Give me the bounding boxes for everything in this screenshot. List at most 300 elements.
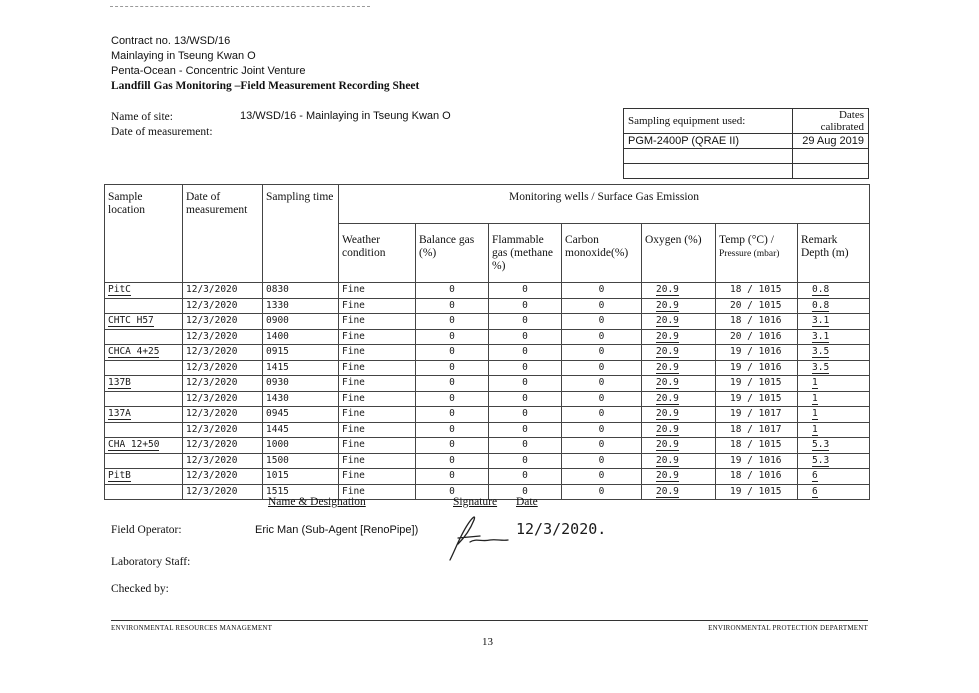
balance-gas-cell	[416, 453, 489, 469]
weather-value: Fine	[342, 392, 365, 404]
weather-value: Fine	[342, 439, 365, 451]
carbon-monoxide-cell	[562, 329, 642, 345]
temp-pressure-cell	[716, 407, 798, 423]
temp-value: 20	[730, 299, 742, 311]
temp-pressure-cell	[716, 329, 798, 345]
oxygen-cell	[642, 360, 716, 376]
table-row	[105, 422, 870, 438]
pressure-value: 1015	[758, 392, 782, 404]
oxygen-value: 20.9	[656, 361, 679, 373]
temp-pressure-separator: /	[741, 470, 759, 482]
sample-location-cell	[105, 438, 183, 454]
weather-cell	[339, 453, 416, 469]
flammable-gas-cell	[489, 391, 562, 407]
date-cell	[183, 329, 263, 345]
carbon-monoxide-value: 0	[598, 408, 605, 420]
oxygen-cell	[642, 345, 716, 361]
temp-pressure-cell	[716, 484, 798, 500]
table-row	[105, 391, 870, 407]
weather-cell	[339, 298, 416, 314]
sample-location-cell	[105, 484, 183, 500]
time-value: 1015	[266, 470, 289, 482]
header-oxygen: Oxygen (%)	[642, 224, 716, 283]
footer-left: ENVIRONMENTAL RESOURCES MANAGEMENT	[111, 624, 273, 632]
time-value: 0830	[266, 284, 289, 296]
table-row	[105, 345, 870, 361]
footer-rule	[111, 620, 868, 621]
measurement-date-label: Date of measurement:	[111, 126, 213, 138]
carbon-monoxide-value: 0	[598, 423, 605, 435]
depth-cell	[798, 314, 870, 330]
depth-value: 6	[812, 470, 818, 482]
flammable-gas-value: 0	[522, 377, 528, 389]
temp-value: 18	[730, 439, 742, 451]
oxygen-cell	[642, 283, 716, 299]
checked-by-label: Checked by:	[111, 583, 169, 595]
balance-gas-cell	[416, 438, 489, 454]
table-row	[105, 453, 870, 469]
time-cell	[263, 360, 339, 376]
carbon-monoxide-cell	[562, 298, 642, 314]
flammable-gas-value: 0	[522, 330, 528, 342]
date-value: 12/3/2020	[186, 361, 238, 373]
depth-value: 1	[812, 392, 818, 404]
pressure-value: 1015	[758, 299, 782, 311]
sample-location-cell	[105, 314, 183, 330]
weather-value: Fine	[342, 361, 365, 373]
measurement-table	[104, 184, 870, 500]
balance-gas-value: 0	[449, 361, 455, 373]
temp-pressure-separator: /	[741, 330, 759, 342]
depth-cell	[798, 438, 870, 454]
sample-location-cell	[105, 453, 183, 469]
project-name: Mainlaying in Tseung Kwan O	[111, 50, 256, 62]
depth-cell	[798, 484, 870, 500]
table-row	[105, 298, 870, 314]
oxygen-cell	[642, 329, 716, 345]
date-value: 12/3/2020	[186, 330, 238, 342]
pressure-value: 1015	[758, 439, 782, 451]
carbon-monoxide-cell	[562, 407, 642, 423]
pressure-value: 1017	[758, 423, 782, 435]
oxygen-value: 20.9	[656, 392, 679, 404]
calibration-header: Dates calibrated	[793, 109, 869, 134]
time-cell	[263, 345, 339, 361]
time-value: 1330	[266, 299, 289, 311]
oxygen-value: 20.9	[656, 299, 679, 311]
sheet-title: Landfill Gas Monitoring –Field Measurement Recording Sheet	[111, 80, 420, 92]
depth-cell	[798, 345, 870, 361]
balance-gas-cell	[416, 345, 489, 361]
carbon-monoxide-cell	[562, 469, 642, 485]
table-row	[105, 360, 870, 376]
time-cell	[263, 453, 339, 469]
depth-value: 3.1	[812, 330, 830, 342]
time-cell	[263, 407, 339, 423]
date-value: 12/3/2020	[186, 485, 238, 497]
time-cell	[263, 314, 339, 330]
carbon-monoxide-cell	[562, 391, 642, 407]
header-temp-pressure	[716, 224, 798, 283]
contractor-name: Penta-Ocean - Concentric Joint Venture	[111, 65, 306, 77]
sample-location-value: 137A	[108, 408, 131, 420]
pressure-value: 1016	[758, 346, 782, 358]
table-row	[105, 329, 870, 345]
site-name-value: 13/WSD/16 - Mainlaying in Tseung Kwan O	[240, 110, 451, 122]
field-operator-date: 12/3/2020.	[516, 520, 607, 538]
weather-cell	[339, 329, 416, 345]
flammable-gas-cell	[489, 298, 562, 314]
carbon-monoxide-cell	[562, 453, 642, 469]
pressure-value: 1016	[758, 330, 782, 342]
carbon-monoxide-cell	[562, 438, 642, 454]
time-cell	[263, 298, 339, 314]
flammable-gas-value: 0	[522, 470, 528, 482]
time-cell	[263, 438, 339, 454]
time-value: 1400	[266, 330, 289, 342]
table-row	[105, 469, 870, 485]
temp-pressure-cell	[716, 283, 798, 299]
flammable-gas-value: 0	[522, 423, 528, 435]
depth-value: 1	[812, 423, 818, 435]
sample-location-value: CHA 12+50	[108, 439, 160, 451]
balance-gas-cell	[416, 469, 489, 485]
carbon-monoxide-cell	[562, 283, 642, 299]
depth-value: 6	[812, 485, 818, 497]
oxygen-cell	[642, 298, 716, 314]
oxygen-cell	[642, 469, 716, 485]
flammable-gas-cell	[489, 422, 562, 438]
temp-pressure-separator: /	[741, 299, 759, 311]
date-cell	[183, 376, 263, 392]
flammable-gas-value: 0	[522, 299, 528, 311]
temp-value: 20	[730, 330, 742, 342]
time-value: 1515	[266, 485, 289, 497]
field-operator-label: Field Operator:	[111, 524, 182, 536]
balance-gas-value: 0	[449, 299, 455, 311]
date-cell	[183, 283, 263, 299]
date-cell	[183, 314, 263, 330]
temp-value: 19	[730, 392, 742, 404]
flammable-gas-value: 0	[522, 392, 528, 404]
date-cell	[183, 345, 263, 361]
balance-gas-cell	[416, 391, 489, 407]
pressure-value: 1015	[758, 284, 782, 296]
depth-value: 3.5	[812, 346, 830, 358]
time-cell	[263, 422, 339, 438]
date-value: 12/3/2020	[186, 315, 238, 327]
depth-cell	[798, 453, 870, 469]
balance-gas-value: 0	[449, 315, 455, 327]
weather-cell	[339, 283, 416, 299]
depth-cell	[798, 329, 870, 345]
weather-cell	[339, 360, 416, 376]
header-weather: Weather condition	[339, 224, 416, 283]
temp-pressure-cell	[716, 345, 798, 361]
pressure-value: 1015	[758, 485, 782, 497]
weather-cell	[339, 438, 416, 454]
flammable-gas-cell	[489, 283, 562, 299]
time-cell	[263, 391, 339, 407]
flammable-gas-value: 0	[522, 485, 528, 497]
sample-location-cell	[105, 345, 183, 361]
oxygen-cell	[642, 376, 716, 392]
equipment-item: PGM-2400P (QRAE II)	[624, 134, 793, 149]
sample-location-value: PitB	[108, 470, 131, 482]
date-value: 12/3/2020	[186, 423, 238, 435]
weather-value: Fine	[342, 423, 365, 435]
oxygen-cell	[642, 422, 716, 438]
flammable-gas-cell	[489, 360, 562, 376]
depth-cell	[798, 407, 870, 423]
temp-pressure-cell	[716, 314, 798, 330]
pressure-value: 1015	[758, 377, 782, 389]
temp-value: 19	[730, 408, 742, 420]
sample-location-cell	[105, 469, 183, 485]
time-cell	[263, 329, 339, 345]
time-value: 1430	[266, 392, 289, 404]
signature-heading: Signature	[453, 496, 498, 508]
balance-gas-value: 0	[449, 330, 455, 342]
carbon-monoxide-value: 0	[598, 361, 605, 373]
carbon-monoxide-value: 0	[598, 454, 605, 466]
temp-pressure-separator: /	[741, 485, 759, 497]
weather-cell	[339, 469, 416, 485]
header-blank	[263, 224, 339, 283]
temp-pressure-cell	[716, 298, 798, 314]
oxygen-value: 20.9	[656, 315, 679, 327]
equipment-table	[623, 108, 869, 179]
carbon-monoxide-value: 0	[598, 284, 605, 296]
oxygen-value: 20.9	[656, 454, 679, 466]
depth-cell	[798, 422, 870, 438]
depth-cell	[798, 391, 870, 407]
sample-location-value: CHTC H57	[108, 315, 154, 327]
balance-gas-value: 0	[449, 470, 455, 482]
balance-gas-value: 0	[449, 377, 455, 389]
temp-pressure-cell	[716, 422, 798, 438]
carbon-monoxide-cell	[562, 345, 642, 361]
page-number: 13	[482, 636, 493, 648]
oxygen-value: 20.9	[656, 346, 679, 358]
date-value: 12/3/2020	[186, 392, 238, 404]
weather-value: Fine	[342, 299, 365, 311]
oxygen-value: 20.9	[656, 377, 679, 389]
carbon-monoxide-value: 0	[598, 330, 605, 342]
date-value: 12/3/2020	[186, 377, 238, 389]
date-cell	[183, 438, 263, 454]
date-cell	[183, 453, 263, 469]
date-cell	[183, 484, 263, 500]
temp-pressure-cell	[716, 391, 798, 407]
balance-gas-cell	[416, 298, 489, 314]
balance-gas-cell	[416, 283, 489, 299]
equipment-blank-cell	[624, 149, 793, 164]
depth-value: 1	[812, 408, 818, 420]
date-value: 12/3/2020	[186, 408, 238, 420]
header-blank	[105, 224, 183, 283]
depth-value: 5.3	[812, 454, 830, 466]
oxygen-cell	[642, 453, 716, 469]
oxygen-value: 20.9	[656, 408, 679, 420]
footer-right: ENVIRONMENTAL PROTECTION DEPARTMENT	[708, 624, 868, 632]
carbon-monoxide-value: 0	[598, 392, 605, 404]
oxygen-cell	[642, 391, 716, 407]
carbon-monoxide-cell	[562, 376, 642, 392]
temp-pressure-cell	[716, 469, 798, 485]
sample-location-cell	[105, 407, 183, 423]
sample-location-cell	[105, 329, 183, 345]
weather-value: Fine	[342, 470, 365, 482]
flammable-gas-cell	[489, 469, 562, 485]
table-row	[105, 376, 870, 392]
pressure-value: 1017	[758, 408, 782, 420]
flammable-gas-cell	[489, 329, 562, 345]
temp-value: 18	[730, 470, 742, 482]
table-row	[105, 407, 870, 423]
table-row	[105, 283, 870, 299]
flammable-gas-value: 0	[522, 361, 528, 373]
temp-value: 19	[730, 454, 742, 466]
balance-gas-value: 0	[449, 408, 455, 420]
table-row	[105, 314, 870, 330]
date-value: 12/3/2020	[186, 470, 238, 482]
carbon-monoxide-value: 0	[598, 346, 605, 358]
table-row	[105, 438, 870, 454]
flammable-gas-cell	[489, 438, 562, 454]
temp-value: 19	[730, 377, 742, 389]
carbon-monoxide-cell	[562, 422, 642, 438]
depth-value: 3.5	[812, 361, 830, 373]
pressure-value: 1016	[758, 361, 782, 373]
sample-location-cell	[105, 391, 183, 407]
header-carbon-monoxide: Carbon monoxide(%)	[562, 224, 642, 283]
field-operator-name: Eric Man (Sub-Agent [RenoPipe])	[255, 524, 419, 536]
date-cell	[183, 422, 263, 438]
time-cell	[263, 469, 339, 485]
depth-value: 5.3	[812, 439, 830, 451]
weather-cell	[339, 422, 416, 438]
date-cell	[183, 298, 263, 314]
balance-gas-value: 0	[449, 454, 455, 466]
flammable-gas-cell	[489, 453, 562, 469]
temp-pressure-separator: /	[741, 408, 759, 420]
date-value: 12/3/2020	[186, 284, 238, 296]
depth-value: 3.1	[812, 315, 830, 327]
document-header	[111, 34, 419, 94]
sample-location-cell	[105, 283, 183, 299]
flammable-gas-value: 0	[522, 439, 528, 451]
equipment-blank-cell	[793, 164, 869, 179]
site-name-label: Name of site:	[111, 111, 173, 123]
flammable-gas-cell	[489, 314, 562, 330]
date-cell	[183, 391, 263, 407]
header-temp: Temp (°C) /	[719, 234, 774, 246]
temp-pressure-separator: /	[741, 454, 759, 466]
balance-gas-value: 0	[449, 284, 455, 296]
date-value: 12/3/2020	[186, 454, 238, 466]
header-blank	[183, 224, 263, 283]
weather-cell	[339, 314, 416, 330]
temp-pressure-separator: /	[741, 315, 759, 327]
time-value: 0930	[266, 377, 289, 389]
sample-location-cell	[105, 422, 183, 438]
site-labels	[111, 110, 213, 140]
oxygen-value: 20.9	[656, 284, 679, 296]
flammable-gas-cell	[489, 345, 562, 361]
weather-cell	[339, 376, 416, 392]
flammable-gas-value: 0	[522, 284, 528, 296]
depth-cell	[798, 360, 870, 376]
carbon-monoxide-value: 0	[598, 485, 605, 497]
temp-pressure-separator: /	[741, 346, 759, 358]
flammable-gas-cell	[489, 407, 562, 423]
balance-gas-cell	[416, 422, 489, 438]
oxygen-cell	[642, 484, 716, 500]
weather-value: Fine	[342, 454, 365, 466]
temp-pressure-cell	[716, 376, 798, 392]
date-value: 12/3/2020	[186, 439, 238, 451]
header-time: Sampling time	[263, 185, 339, 224]
header-pressure: Pressure (mbar)	[719, 249, 780, 259]
weather-cell	[339, 345, 416, 361]
oxygen-value: 20.9	[656, 485, 679, 497]
signature-image	[446, 508, 516, 571]
header-date: Date of measurement	[183, 185, 263, 224]
header-sample-location: Sample location	[105, 185, 183, 224]
time-value: 0915	[266, 346, 289, 358]
date-cell	[183, 469, 263, 485]
oxygen-value: 20.9	[656, 439, 679, 451]
header-monitoring-group: Monitoring wells / Surface Gas Emission	[339, 185, 870, 224]
flammable-gas-value: 0	[522, 408, 528, 420]
name-designation-heading: Name & Designation	[268, 496, 366, 508]
balance-gas-cell	[416, 314, 489, 330]
sample-location-value: CHCA 4+25	[108, 346, 160, 358]
laboratory-staff-label: Laboratory Staff:	[111, 556, 191, 568]
temp-value: 18	[730, 315, 742, 327]
balance-gas-cell	[416, 329, 489, 345]
temp-pressure-separator: /	[741, 439, 759, 451]
temp-value: 18	[730, 423, 742, 435]
time-cell	[263, 376, 339, 392]
depth-cell	[798, 376, 870, 392]
equipment-header: Sampling equipment used:	[624, 109, 793, 134]
carbon-monoxide-value: 0	[598, 439, 605, 451]
depth-cell	[798, 298, 870, 314]
temp-value: 19	[730, 346, 742, 358]
flammable-gas-cell	[489, 376, 562, 392]
pressure-value: 1016	[758, 454, 782, 466]
time-value: 1500	[266, 454, 289, 466]
temp-pressure-cell	[716, 438, 798, 454]
depth-cell	[798, 469, 870, 485]
equipment-blank-cell	[624, 164, 793, 179]
sample-location-value: 137B	[108, 377, 131, 389]
weather-value: Fine	[342, 377, 365, 389]
temp-pressure-separator: /	[741, 377, 759, 389]
carbon-monoxide-value: 0	[598, 377, 605, 389]
weather-value: Fine	[342, 346, 365, 358]
sample-location-cell	[105, 298, 183, 314]
date-heading: Date	[516, 496, 538, 508]
sample-location-cell	[105, 376, 183, 392]
oxygen-cell	[642, 314, 716, 330]
header-flammable-gas: Flammable gas (methane %)	[489, 224, 562, 283]
time-value: 0900	[266, 315, 289, 327]
time-value: 1445	[266, 423, 289, 435]
top-scan-rule	[110, 6, 370, 7]
